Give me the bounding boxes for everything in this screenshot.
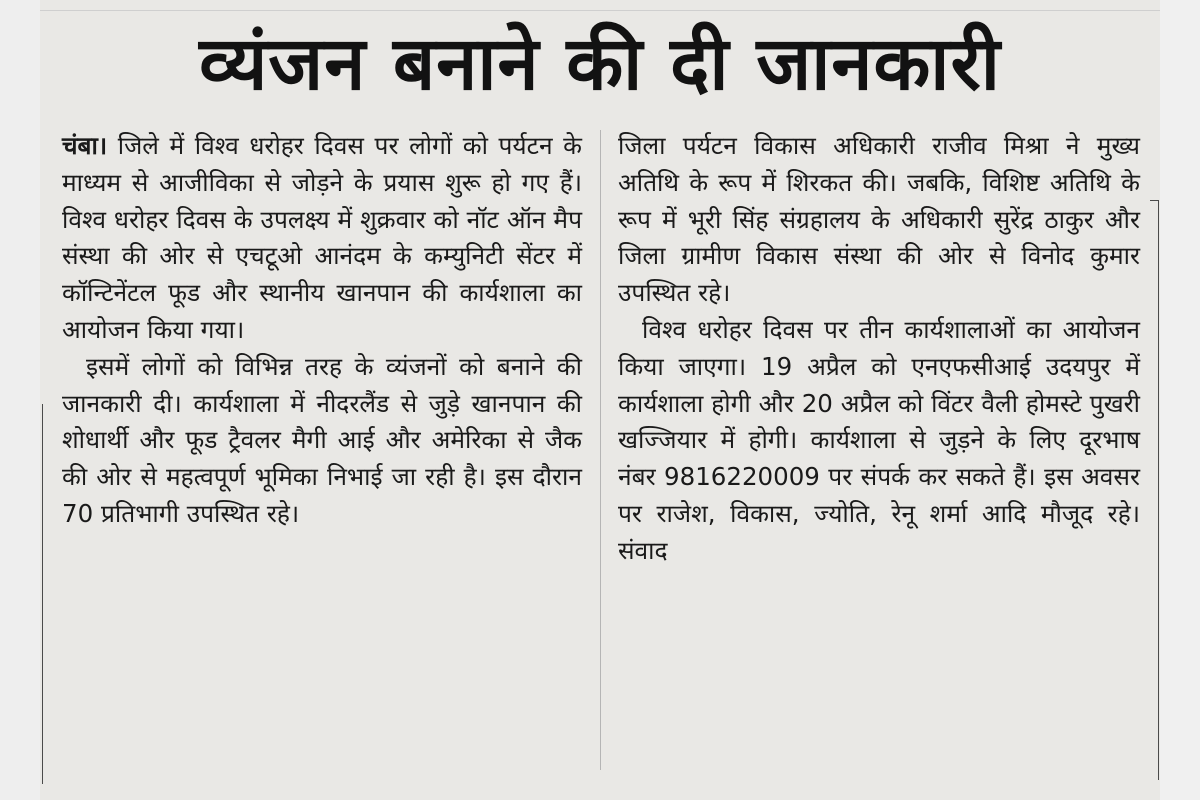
dateline: चंबा। bbox=[62, 131, 108, 160]
right-cut-line bbox=[1158, 200, 1159, 780]
article-column-right bbox=[618, 128, 1140, 570]
right-margin bbox=[1160, 0, 1200, 800]
headline: व्यंजन बनाने की दी जानकारी bbox=[199, 21, 1001, 107]
column-divider bbox=[600, 130, 601, 770]
paragraph-2: इसमें लोगों को विभिन्न तरह के व्यंजनों को बनाने की जानकारी दी। कार्यशाला में नीदरलैंड से जुड़े खानपान की शोधार्थी और फूड ट्रैवलर मैगी आई और अमेरिका से जैक की ओर से महत्वपूर्ण भूमिका निभाई जा रही है। इस दौरान 70 प्रतिभागी उपस्थित रहे। bbox=[62, 351, 582, 528]
article-column-left bbox=[62, 128, 582, 533]
right-cut-tick bbox=[1150, 200, 1159, 201]
paragraph-1-text: जिले में विश्व धरोहर दिवस पर लोगों को पर्यटन के माध्यम से आजीविका से जोड़ने के प्रयास शुरू हो गए हैं। विश्व धरोहर दिवस के उपलक्ष्य में शुक्रवार को नॉट ऑन मैप संस्था की ओर से एचटूओ आनंदम के कम्युनिटी सेंटर में कॉन्टिनेंटल फूड और स्थानीय खानपान की कार्यशाला का आयोजन किया गया। bbox=[62, 131, 582, 344]
left-cut-line bbox=[42, 404, 43, 784]
paragraph-4: विश्व धरोहर दिवस पर तीन कार्यशालाओं का आयोजन किया जाएगा। 19 अप्रैल को एनएफसीआई उदयपुर में कार्यशाला होगी और 20 अप्रैल को विंटर वैली होमस्टे पुखरी खज्जियार में होगी। कार्यशाला से जुड़ने के लिए दूरभाष नंबर 9816220009 पर संपर्क कर सकते हैं। इस अवसर पर राजेश, विकास, ज्योति, रेनू शर्मा आदि मौजूद रहे। संवाद bbox=[618, 314, 1140, 565]
paragraph-3: जिला पर्यटन विकास अधिकारी राजीव मिश्रा ने मुख्य अतिथि के रूप में शिरकत की। जबकि, विशिष्ट अतिथि के रूप में भूरी सिंह संग्रहालय के अधिकारी सुरेंद्र ठाकुर और जिला ग्रामीण विकास संस्था की ओर से विनोद कुमार उपस्थित रहे। bbox=[618, 131, 1140, 308]
newspaper-clipping bbox=[40, 0, 1160, 800]
paragraph-1 bbox=[62, 128, 582, 349]
left-margin bbox=[0, 0, 40, 800]
